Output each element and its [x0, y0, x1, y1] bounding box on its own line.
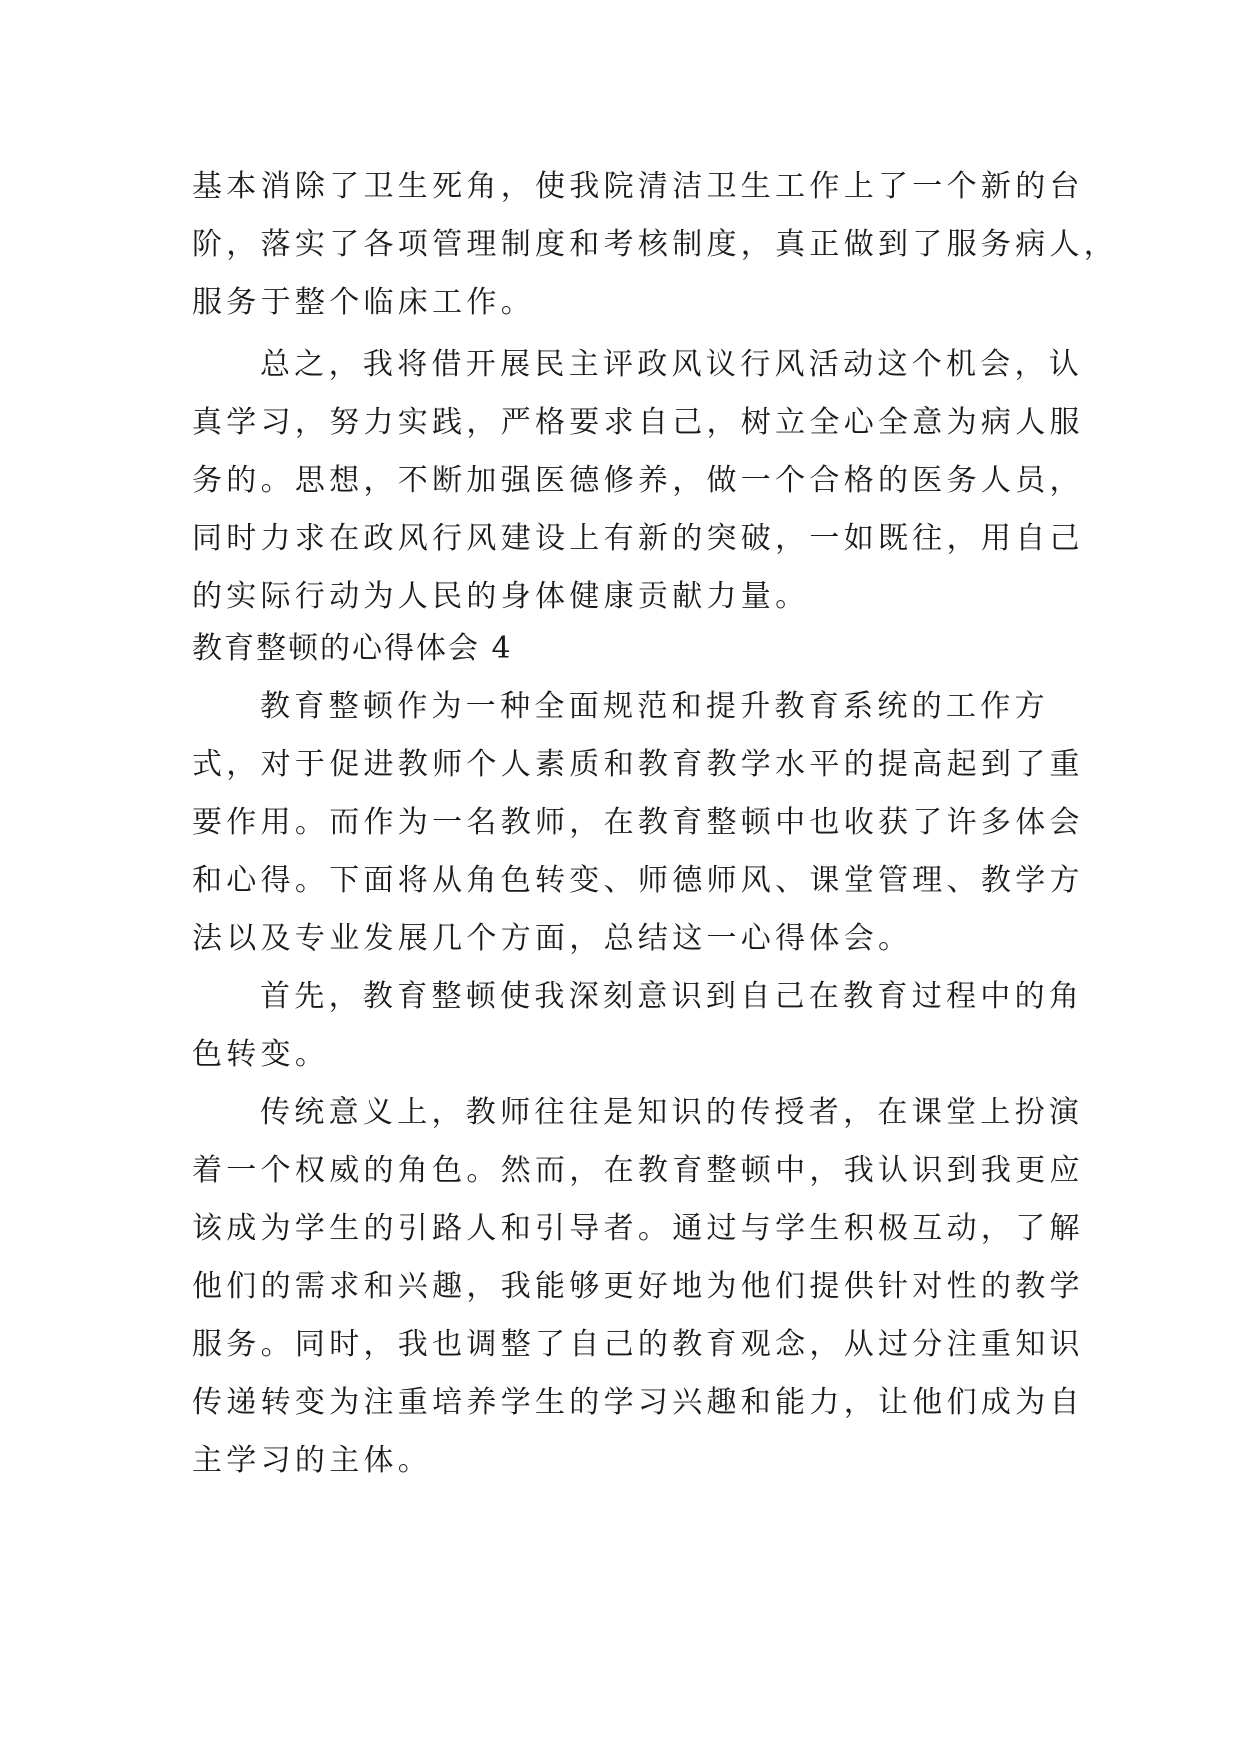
- paragraph-line: 他们的需求和兴趣，我能够更好地为他们提供针对性的教学: [192, 1269, 1084, 1304]
- paragraph-continuation: [192, 158, 1118, 332]
- paragraph-line: 色转变。: [192, 1037, 330, 1072]
- paragraph-line: 着一个权威的角色。然而，在教育整顿中，我认识到我更应: [192, 1153, 1084, 1188]
- paragraph-line: 教育整顿作为一种全面规范和提升教育系统的工作方: [260, 689, 1049, 724]
- paragraph-line: 式，对于促进教师个人素质和教育教学水平的提高起到了重: [192, 747, 1084, 782]
- paragraph-line: 真学习，努力实践，严格要求自己，树立全心全意为病人服: [192, 405, 1084, 440]
- paragraph-line: 主学习的主体。: [192, 1443, 433, 1478]
- paragraph-intro: [192, 678, 1084, 968]
- paragraph-first-point: [192, 968, 1083, 1084]
- paragraph-role-change: [192, 1084, 1084, 1490]
- section-heading: 教育整顿的心得体会 4: [192, 631, 513, 666]
- paragraph-line: 传统意义上，教师往往是知识的传授者，在课堂上扮演: [260, 1095, 1084, 1130]
- paragraph-line: 首先，教育整顿使我深刻意识到自己在教育过程中的角: [260, 979, 1084, 1014]
- paragraph-line: 服务于整个临床工作。: [192, 285, 535, 320]
- paragraph-line: 基本消除了卫生死角，使我院清洁卫生工作上了一个新的台: [192, 169, 1084, 204]
- paragraph-line: 传递转变为注重培养学生的学习兴趣和能力，让他们成为自: [192, 1385, 1084, 1420]
- paragraph-line: 和心得。下面将从角色转变、师德师风、课堂管理、教学方: [192, 863, 1084, 898]
- paragraph-line: 法以及专业发展几个方面，总结这一心得体会。: [192, 921, 913, 956]
- paragraph-line: 的实际行动为人民的身体健康贡献力量。: [192, 579, 810, 614]
- paragraph-conclusion: [192, 336, 1084, 626]
- paragraph-line: 务的。思想，不断加强医德修养，做一个合格的医务人员，: [192, 463, 1084, 498]
- paragraph-line: 要作用。而作为一名教师，在教育整顿中也收获了许多体会: [192, 805, 1084, 840]
- paragraph-line: 同时力求在政风行风建设上有新的突破，一如既往，用自己: [192, 521, 1084, 556]
- paragraph-line: 该成为学生的引路人和引导者。通过与学生积极互动，了解: [192, 1211, 1084, 1246]
- paragraph-line: 阶，落实了各项管理制度和考核制度，真正做到了服务病人，: [192, 227, 1119, 262]
- paragraph-line: 服务。同时，我也调整了自己的教育观念，从过分注重知识: [192, 1327, 1084, 1362]
- paragraph-line: 总之，我将借开展民主评政风议行风活动这个机会，认: [260, 347, 1084, 382]
